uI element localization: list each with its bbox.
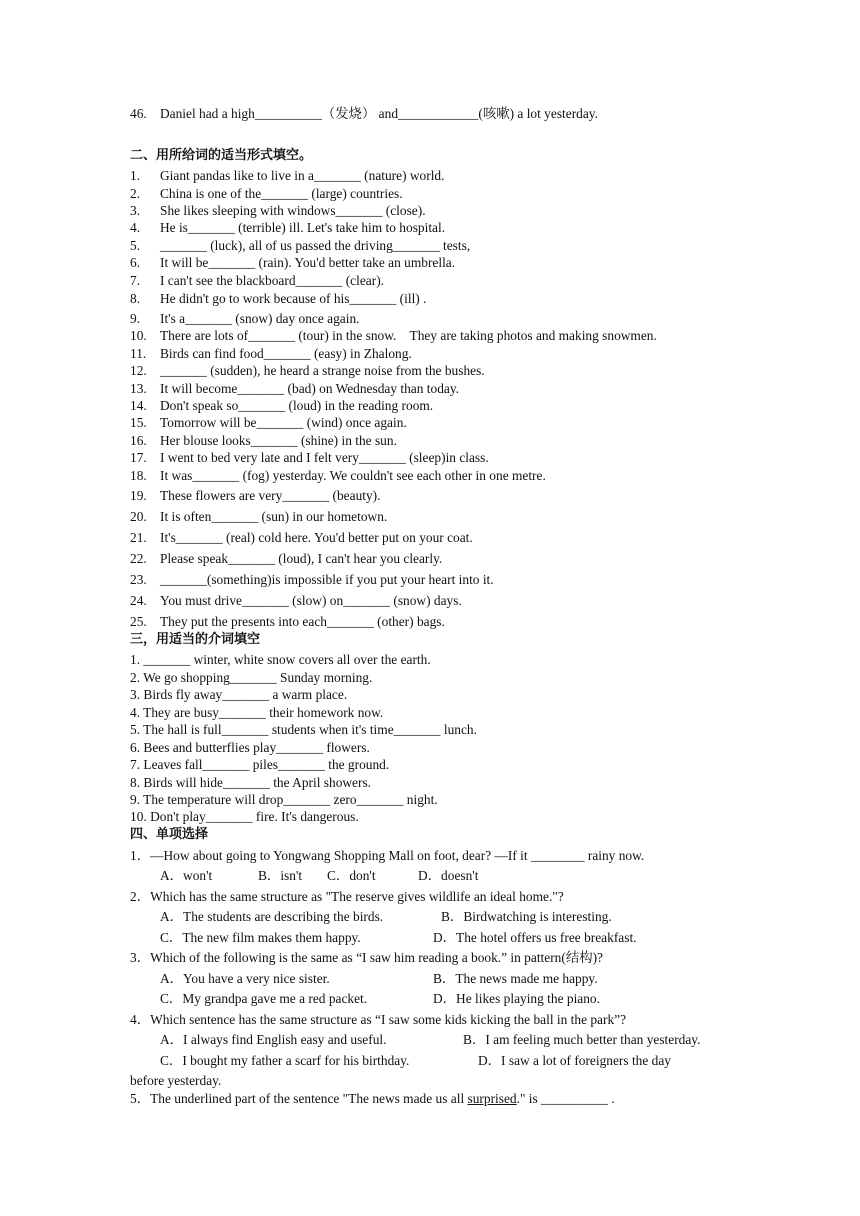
question-46 — [130, 105, 800, 122]
question-text: She likes sleeping with windows_______ (close). — [160, 203, 426, 218]
question-number: 23. — [130, 572, 147, 587]
mc-q4-option-d-continued: before yesterday. — [130, 1073, 222, 1088]
fill-question-18 — [130, 467, 800, 484]
question-text: _______(something)is impossible if you put your heart into it. — [160, 572, 494, 587]
mc-q3-option-b: B．The news made me happy. — [433, 971, 598, 986]
mc-question-5-stem — [130, 1090, 800, 1107]
q5-stem-start: 5．The underlined part of the sentence "The news made us all — [130, 1091, 468, 1106]
question-number: 4. — [130, 220, 141, 235]
question-number: 14. — [130, 398, 147, 413]
question-text: Birds can find food_______ (easy) in Zhalong. — [160, 346, 412, 361]
mc-q3-option-d: D．He likes playing the piano. — [433, 991, 600, 1006]
fill-question-20 — [130, 508, 800, 525]
question-text: You must drive_______ (slow) on_______ (snow) days. — [160, 593, 462, 608]
mc-q4-option-a: A．I always find English easy and useful. — [160, 1032, 387, 1047]
fill-question-22 — [130, 550, 800, 567]
question-number: 13. — [130, 381, 147, 396]
question-text: It's a_______ (snow) day once again. — [160, 311, 360, 326]
fill-question-2 — [130, 185, 800, 202]
question-number: 20. — [130, 509, 147, 524]
question-text: _______ (luck), all of us passed the driving_______ tests, — [160, 238, 471, 253]
question-text: It will be_______ (rain). You'd better take an umbrella. — [160, 255, 456, 270]
fill-question-11 — [130, 345, 800, 362]
question-number: 8. — [130, 291, 141, 306]
question-text: It was_______ (fog) yesterday. We couldn't see each other in one metre. — [160, 468, 546, 483]
question-number: 17. — [130, 450, 147, 465]
mc-question-2-stem: 2．Which has the same structure as "The reserve gives wildlife an ideal home."? — [130, 889, 564, 904]
mc-q2-option-b: B．Birdwatching is interesting. — [441, 909, 612, 924]
fill-question-23 — [130, 571, 800, 588]
mc-q4-option-b: B．I am feeling much better than yesterday. — [463, 1032, 701, 1047]
fill-question-24 — [130, 592, 800, 609]
fill-question-12 — [130, 362, 800, 379]
mc-question-3-stem: 3．Which of the following is the same as “I saw him reading a book.” in pattern(结构)? — [130, 950, 604, 965]
question-number: 9. — [130, 311, 141, 326]
mc-q1-option-c: C．don't — [327, 868, 376, 883]
fill-question-1 — [130, 167, 800, 184]
mc-q3-option-a: A．You have a very nice sister. — [160, 971, 330, 986]
question-number: 25. — [130, 614, 147, 629]
question-text: It will become_______ (bad) on Wednesday than today. — [160, 381, 460, 396]
q5-underlined-word: surprised — [467, 1091, 517, 1106]
mc-question-4-stem: 4．Which sentence has the same structure as “I saw some kids kicking the ball in the park”? — [130, 1012, 627, 1027]
preposition-question-1: 1. _______ winter, white snow covers all over the earth. — [130, 652, 431, 667]
preposition-question-9: 9. The temperature will drop_______ zero_______ night. — [130, 792, 438, 807]
question-text: I went to bed very late and I felt very_______ (sleep)in class. — [160, 450, 489, 465]
mc-question-1-stem: 1．—How about going to Yongwang Shopping Mall on foot, dear? —If it ________ rainy now. — [130, 848, 645, 863]
question-text: Daniel had a high__________（发烧） and____________(咳嗽) a lot yesterday. — [160, 106, 598, 121]
question-number: 46. — [130, 106, 147, 121]
mc-q3-option-c: C．My grandpa gave me a red packet. — [160, 991, 368, 1006]
question-number: 22. — [130, 551, 147, 566]
fill-question-17 — [130, 449, 800, 466]
question-text: It is often_______ (sun) in our hometown. — [160, 509, 388, 524]
question-number: 2. — [130, 186, 141, 201]
fill-question-9 — [130, 310, 800, 327]
mc-q1-option-d: D．doesn't — [418, 868, 479, 883]
mc-q2-option-d: D．The hotel offers us free breakfast. — [433, 930, 637, 945]
question-text: He didn't go to work because of his_______ (ill) . — [160, 291, 427, 306]
fill-question-25 — [130, 613, 800, 630]
preposition-question-3: 3. Birds fly away_______ a warm place. — [130, 687, 348, 702]
fill-question-19 — [130, 487, 800, 504]
fill-question-15 — [130, 414, 800, 431]
question-text: He is_______ (terrible) ill. Let's take him to hospital. — [160, 220, 446, 235]
fill-question-13 — [130, 380, 800, 397]
preposition-question-5: 5. The hall is full_______ students when it's time_______ lunch. — [130, 722, 477, 737]
fill-question-3 — [130, 202, 800, 219]
mc-q1-option-a: A．won't — [160, 868, 213, 883]
fill-question-5 — [130, 237, 800, 254]
question-text: Tomorrow will be_______ (wind) once again. — [160, 415, 407, 430]
question-text: Don't speak so_______ (loud) in the reading room. — [160, 398, 434, 413]
mc-q2-option-a: A．The students are describing the birds. — [160, 909, 384, 924]
question-text: There are lots of_______ (tour) in the snow. They are taking photos and making snowmen. — [160, 328, 657, 343]
question-number: 19. — [130, 488, 147, 503]
question-text: They put the presents into each_______ (other) bags. — [160, 614, 445, 629]
fill-question-4 — [130, 219, 800, 236]
q5-stem-end: ." is __________ . — [516, 1091, 615, 1106]
fill-question-16 — [130, 432, 800, 449]
mc-q4-option-c: C．I bought my father a scarf for his birthday. — [160, 1053, 410, 1068]
question-number: 7. — [130, 273, 141, 288]
preposition-question-8: 8. Birds will hide_______ the April showers. — [130, 775, 372, 790]
preposition-question-7: 7. Leaves fall_______ piles_______ the ground. — [130, 757, 390, 772]
question-text: _______ (sudden), he heard a strange noise from the bushes. — [160, 363, 485, 378]
section-3-heading: 三，用适当的介词填空 — [130, 632, 261, 647]
question-number: 24. — [130, 593, 147, 608]
question-text: Her blouse looks_______ (shine) in the sun. — [160, 433, 397, 448]
mc-q2-option-c: C．The new film makes them happy. — [160, 930, 361, 945]
preposition-question-4: 4. They are busy_______ their homework now. — [130, 705, 384, 720]
section-4-heading: 四、单项选择 — [130, 827, 209, 842]
question-text: Please speak_______ (loud), I can't hear you clearly. — [160, 551, 443, 566]
fill-question-6 — [130, 254, 800, 271]
fill-question-8 — [130, 290, 800, 307]
question-number: 11. — [130, 346, 147, 361]
fill-question-10 — [130, 327, 800, 344]
fill-question-7 — [130, 272, 800, 289]
section-2-heading: 二、用所给词的适当形式填空。 — [130, 148, 313, 163]
question-number: 3. — [130, 203, 141, 218]
mc-q1-option-b: B．isn't — [258, 868, 303, 883]
question-text: China is one of the_______ (large) countries. — [160, 186, 403, 201]
fill-question-14 — [130, 397, 800, 414]
preposition-question-6: 6. Bees and butterflies play_______ flowers. — [130, 740, 370, 755]
question-number: 1. — [130, 168, 141, 183]
question-number: 15. — [130, 415, 147, 430]
question-number: 16. — [130, 433, 147, 448]
question-number: 10. — [130, 328, 147, 343]
question-text: These flowers are very_______ (beauty). — [160, 488, 381, 503]
question-text: Giant pandas like to live in a_______ (nature) world. — [160, 168, 445, 183]
preposition-question-2: 2. We go shopping_______ Sunday morning. — [130, 670, 373, 685]
question-text: It's_______ (real) cold here. You'd better put on your coat. — [160, 530, 473, 545]
question-number: 21. — [130, 530, 147, 545]
question-number: 12. — [130, 363, 147, 378]
preposition-question-10: 10. Don't play_______ fire. It's dangerous. — [130, 809, 359, 824]
question-number: 18. — [130, 468, 147, 483]
question-text: I can't see the blackboard_______ (clear). — [160, 273, 384, 288]
mc-q4-option-d: D．I saw a lot of foreigners the day — [478, 1053, 671, 1068]
question-number: 5. — [130, 238, 141, 253]
question-number: 6. — [130, 255, 141, 270]
fill-question-21 — [130, 529, 800, 546]
